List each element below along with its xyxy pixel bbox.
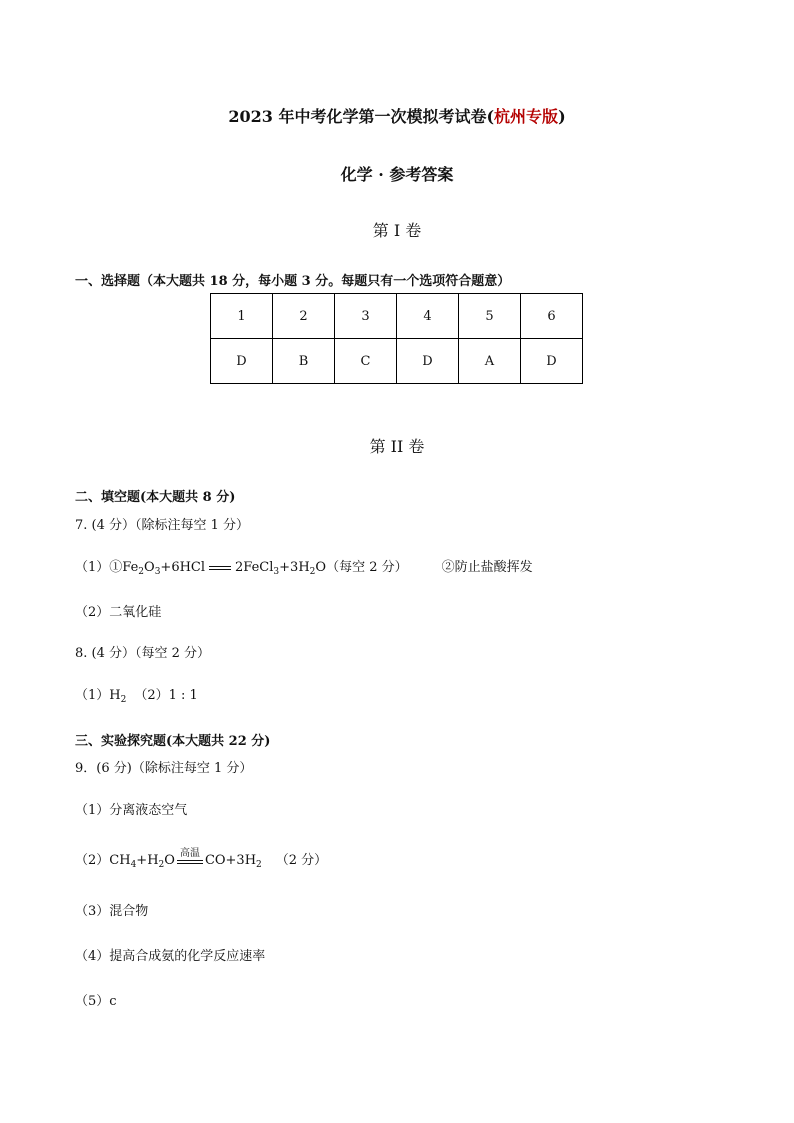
q8-answer-2: （2）1 : 1 [134, 688, 198, 703]
title-prefix: 2023 年中考化学第一次模拟考试卷( [228, 107, 495, 126]
q7-eq-rhs-c: O（每空 2 分） [315, 560, 408, 575]
answer-cell: B [273, 339, 335, 384]
subscript: 2 [138, 567, 145, 577]
subscript: 3 [273, 567, 280, 577]
title-highlight: 杭州专版 [494, 107, 559, 126]
subscript: 2 [256, 860, 262, 870]
subscript: 2 [158, 860, 165, 870]
reaction-condition-line [177, 860, 203, 864]
answer-cell: A [459, 339, 521, 384]
q9-answer-5: （5）c [75, 994, 117, 1009]
page-title [0, 104, 794, 127]
answer-cell: D [211, 339, 273, 384]
question-number-cell: 2 [273, 294, 335, 339]
q9-answer-3: （3）混合物 [75, 904, 149, 919]
q7-answer-2: （2）二氧化硅 [75, 605, 162, 620]
answer-table-answer-row [211, 339, 583, 384]
question-number-cell: 1 [211, 294, 273, 339]
q8-answer-1: （1）H [75, 688, 121, 703]
subscript: 2 [120, 695, 127, 705]
q7-eq-plus: +6HCl [160, 560, 206, 575]
q7-eq-prefix: （1）①Fe [75, 560, 139, 575]
q9-answer-2 [75, 849, 327, 870]
q9-eq-a: （2）CH [75, 853, 131, 868]
q8-heading: 8. (4 分）（每空 2 分） [75, 646, 211, 661]
reaction-condition-text: 高温 [179, 848, 200, 859]
answer-table-number-row [211, 294, 583, 339]
page-subtitle: 化学 · 参考答案 [340, 165, 454, 184]
question-number-cell: 6 [521, 294, 583, 339]
q9-answer-4: （4）提高合成氨的化学反应速率 [75, 949, 266, 964]
q9-heading: 9．(6 分)（除标注每空 1 分） [75, 761, 253, 776]
q7-heading: 7. (4 分）（除标注每空 1 分） [75, 518, 250, 533]
q9-eq-e: （2 分） [275, 853, 328, 868]
subscript: 4 [130, 860, 137, 870]
q9-answer-1: （1）分离液态空气 [75, 803, 188, 818]
q7-eq-o: O [144, 560, 155, 575]
q7-answer-1-part2: ②防止盐酸挥发 [441, 560, 533, 575]
answer-table [210, 293, 583, 384]
q7-eq-rhs-a: 2FeCl [235, 560, 274, 575]
question-number-cell: 4 [397, 294, 459, 339]
answer-cell: C [335, 339, 397, 384]
volume-1-heading: 第 I 卷 [372, 221, 422, 240]
section-1-heading: 一、选择题（本大题共 18 分，每小题 3 分。每题只有一个选项符合题意） [75, 274, 511, 289]
q9-eq-c: O [164, 853, 175, 868]
subscript: 2 [309, 567, 316, 577]
section-3-heading: 三、实验探究题(本大题共 22 分) [75, 734, 271, 749]
answer-cell: D [397, 339, 459, 384]
q7-answer-1 [75, 556, 533, 577]
q7-eq-rhs-b: +3H [279, 560, 310, 575]
subscript: 3 [154, 567, 161, 577]
section-2-heading: 二、填空题(本大题共 8 分) [75, 490, 236, 505]
reaction-condition [177, 848, 203, 864]
title-suffix: ) [558, 107, 566, 126]
equals-sign [209, 566, 231, 570]
volume-2-heading: 第 II 卷 [369, 437, 425, 456]
q9-eq-d: CO+3H [204, 853, 257, 868]
q8-answers [75, 684, 198, 705]
q9-eq-b: +H [136, 853, 159, 868]
question-number-cell: 5 [459, 294, 521, 339]
answer-cell: D [521, 339, 583, 384]
question-number-cell: 3 [335, 294, 397, 339]
